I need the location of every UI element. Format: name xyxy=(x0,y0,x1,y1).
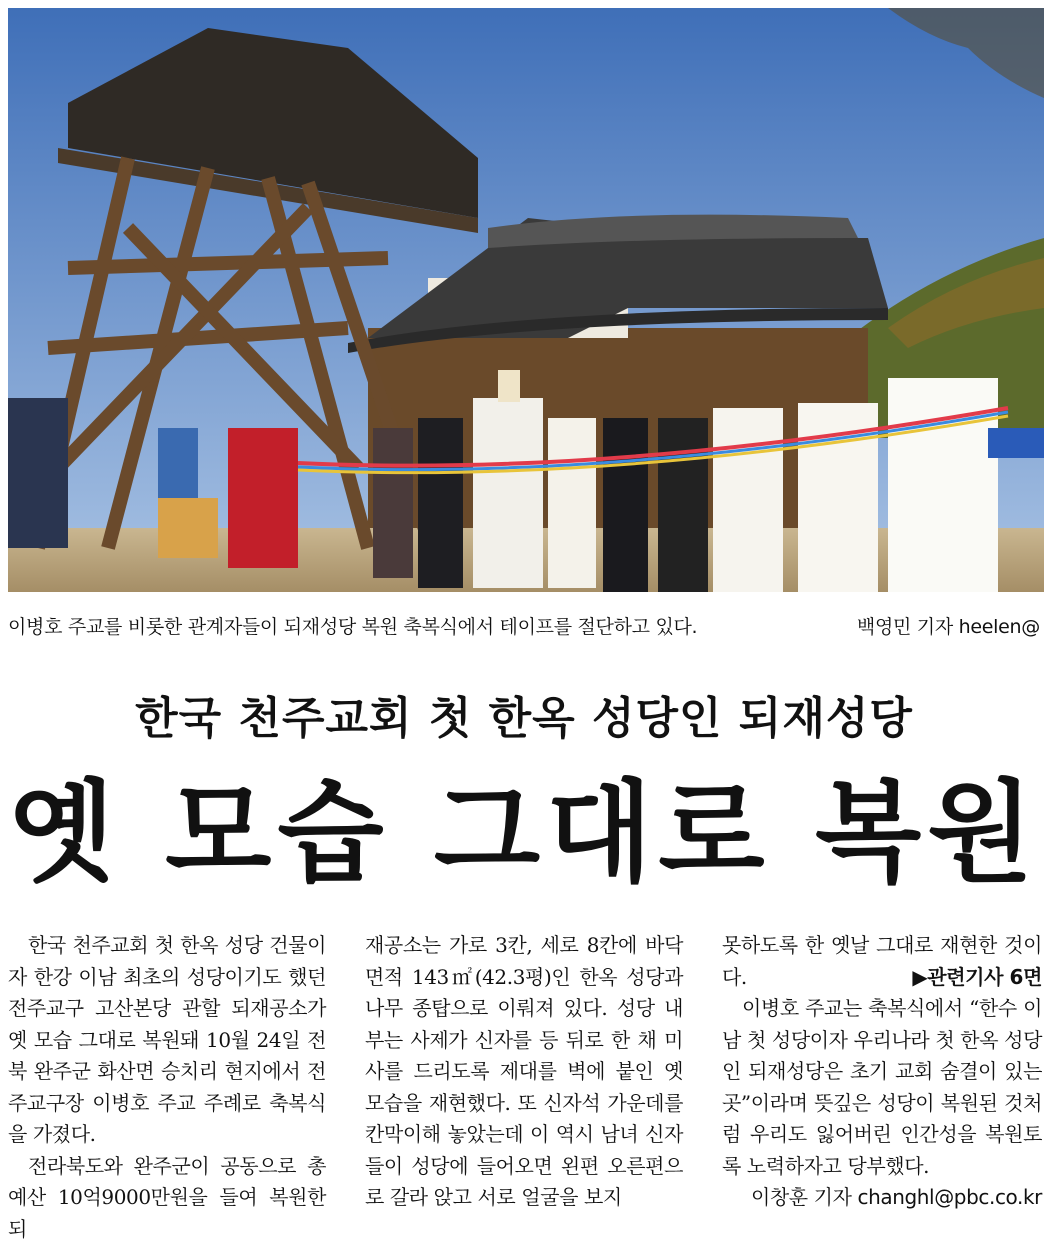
paragraph: 전라북도와 완주군이 공동으로 총예산 10억9000만원을 들여 복원한 되 xyxy=(8,1151,326,1245)
reporter-byline: 이창훈 기자 changhl@pbc.co.kr xyxy=(722,1182,1042,1214)
article-column-1 xyxy=(8,930,326,1245)
caption-text: 이병호 주교를 비롯한 관계자들이 되재성당 복원 축복식에서 테이프를 절단하고 있다. xyxy=(8,616,697,638)
subheadline: 한국 천주교회 첫 한옥 성당인 되재성당 xyxy=(0,682,1048,746)
paragraph xyxy=(722,930,1042,993)
ceremony-photo-illustration xyxy=(8,8,1044,592)
paragraph: 이병호 주교는 축복식에서 “한수 이남 첫 성당이자 우리나라 첫 한옥 성당인 되재성당은 초기 교회 숨결이 있는 곳”이라며 뜻깊은 성당이 복원된 것처럼 우리도 잃어버린 인간성을 복원토록 노력하자고 당부했다. xyxy=(722,993,1042,1182)
paragraph-text: 못하도록 한 옛날 그대로 재현한 것이다. xyxy=(722,933,1042,989)
headline: 옛 모습 그대로 복원 xyxy=(0,768,1048,898)
photo-credit: 백영민 기자 heelen@ xyxy=(857,612,1040,642)
related-article-link[interactable]: ▶관련기사 6면 xyxy=(912,962,1042,994)
paragraph: 한국 천주교회 첫 한옥 성당 건물이자 한강 이남 최초의 성당이기도 했던 전주교구 고산본당 관할 되재공소가 옛 모습 그대로 복원돼 10월 24일 전북 완주군 화산면 승치리 현지에서 전주교구장 이병호 주교 주례로 축복식을 가졌다. xyxy=(8,930,326,1151)
article-photo xyxy=(8,8,1044,592)
photo-caption xyxy=(8,612,1044,642)
paragraph: 재공소는 가로 3칸, 세로 8칸에 바닥면적 143㎡(42.3평)인 한옥 성당과 나무 종탑으로 이뤄져 있다. 성당 내부는 사제가 신자를 등 뒤로 한 채 미사를 드리도록 제대를 벽에 붙인 옛 모습을 재현했다. 또 신자석 가운데를 칸막이해 놓았는데 이 역시 남녀 신자들이 성당에 들어오면 왼편 오른편으로 갈라 앉고 서로 얼굴을 보지 xyxy=(365,930,683,1214)
article-column-3 xyxy=(722,930,1042,1214)
article-column-2 xyxy=(365,930,683,1214)
